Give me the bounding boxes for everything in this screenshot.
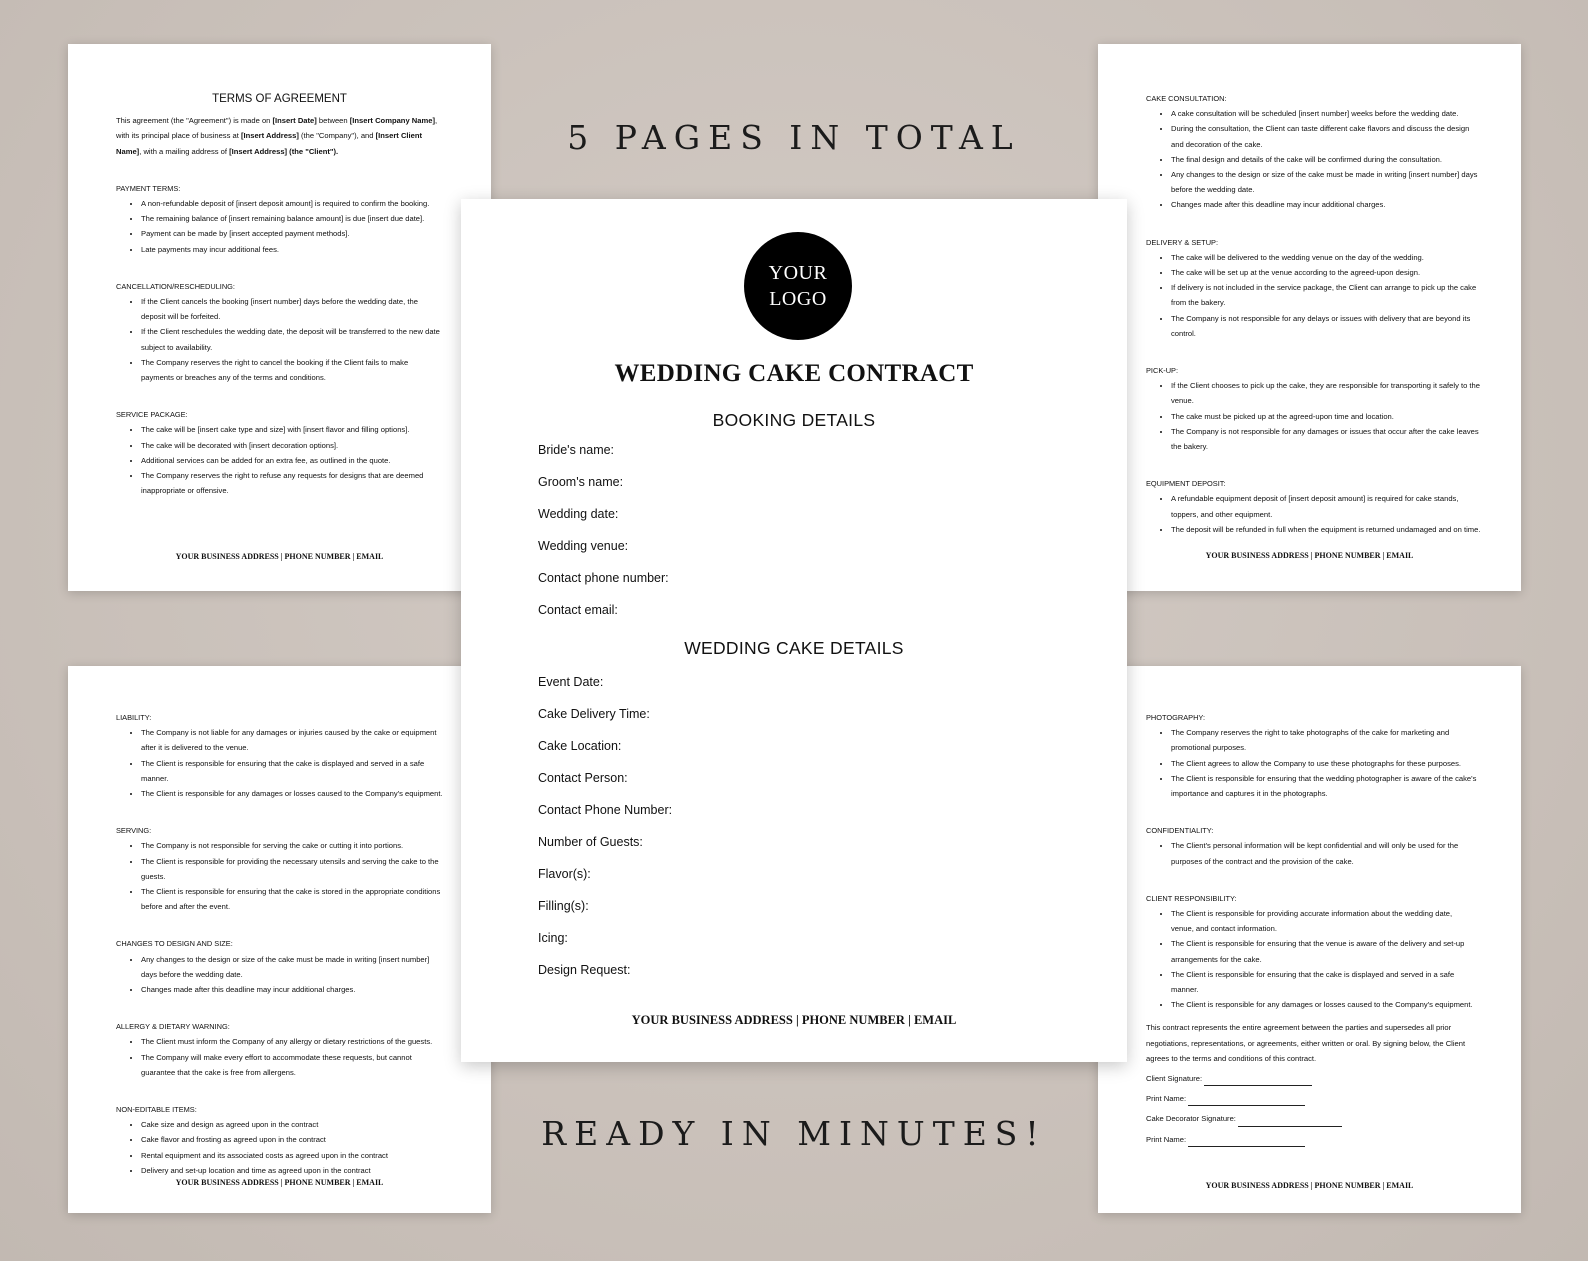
intro-text: This agreement (the "Agreement") is made on — [116, 116, 273, 126]
section-list-items — [116, 725, 447, 801]
form-field-label: Contact phone number: — [538, 571, 669, 585]
list-item: • Payment can be made by [insert accepted payment methods]. — [141, 226, 443, 241]
form-field-label: Flavor(s): — [538, 867, 591, 881]
section-heading: EQUIPMENT DEPOSIT: — [1146, 479, 1226, 489]
signature-row[interactable] — [1146, 1071, 1477, 1086]
section-list-items — [116, 1117, 447, 1178]
list-item: • A cake consultation will be scheduled [insert number] weeks before the wedding date. — [1171, 106, 1481, 121]
signature-blank[interactable] — [1188, 1137, 1305, 1147]
signature-blank[interactable] — [1204, 1076, 1312, 1086]
page-footer: YOUR BUSINESS ADDRESS | PHONE NUMBER | EMAIL — [175, 1178, 384, 1187]
cake-fields — [538, 666, 672, 986]
list-item: • A refundable equipment deposit of [insert deposit amount] is required for cake stands, toppers, and other equipment. — [1171, 491, 1481, 521]
section-heading: LIABILITY: — [116, 713, 152, 722]
list-item: • The cake will be set up at the venue according to the agreed-upon design. — [1171, 265, 1481, 280]
signature-row[interactable] — [1146, 1091, 1477, 1106]
page-footer: YOUR BUSINESS ADDRESS | PHONE NUMBER | EMAIL — [175, 552, 384, 561]
list-item: • The Company reserves the right to cancel the booking if the Client fails to make payments or breaches any of the terms and conditions. — [141, 355, 443, 385]
list-item: • The remaining balance of [insert remaining balance amount] is due [insert due date]. — [141, 211, 443, 226]
list-item: • The cake will be decorated with [insert decoration options]. — [141, 438, 443, 453]
page-consultation-delivery — [1098, 44, 1521, 591]
section-heading: PHOTOGRAPHY: — [1146, 713, 1206, 722]
list-item: • The Client's personal information will be kept confidential and will only be used for the purposes of the contract and the provision of the cake. — [1171, 838, 1477, 868]
list-item: • The Company reserves the right to take photographs of the cake for marketing and promotional purposes. — [1171, 725, 1477, 755]
list-item: • Cake flavor and frosting as agreed upon in the contract — [141, 1132, 447, 1147]
signature-label: Client Signature: — [1146, 1074, 1203, 1084]
list-item: • The Client is responsible for any damages or losses caused to the Company's equipment. — [1171, 997, 1477, 1012]
intro-text: (the "Company"), and — [298, 131, 376, 141]
section-heading: NON-EDITABLE ITEMS: — [116, 1105, 197, 1115]
section-list-items — [116, 422, 443, 498]
list-item: • The Client is responsible for any damages or losses caused to the Company's equipment. — [141, 786, 447, 801]
list-item: • The Client is responsible for ensuring that the venue is aware of the delivery and set-up arrangements for the cake. — [1171, 936, 1477, 966]
list-item: • Changes made after this deadline may incur additional charges. — [141, 982, 447, 997]
signature-blank[interactable] — [1238, 1117, 1342, 1127]
section-list-items — [1146, 725, 1477, 801]
signature-label: Print Name: — [1146, 1134, 1187, 1144]
page-content — [116, 710, 447, 1178]
list-item: • The cake will be [insert cake type and size] with [insert flavor and filling options]. — [141, 422, 443, 437]
page-footer: YOUR BUSINESS ADDRESS | PHONE NUMBER | EMAIL — [1205, 551, 1414, 560]
form-field-label: Filling(s): — [538, 899, 589, 913]
intro-text: between — [316, 116, 350, 126]
section-list-items — [116, 196, 443, 257]
section-list-items — [1146, 838, 1477, 868]
intro-placeholder: [Insert Company Name] — [349, 116, 435, 126]
list-item: • The cake must be picked up at the agreed-upon time and location. — [1171, 409, 1481, 424]
form-field-label: Contact email: — [538, 603, 618, 617]
form-field-label: Bride's name: — [538, 443, 615, 457]
list-item: • The Company is not responsible for serving the cake or cutting it into portions. — [141, 838, 447, 853]
section-heading: ALLERGY & DIETARY WARNING: — [116, 1022, 230, 1032]
form-field-label: Groom's name: — [538, 475, 624, 489]
booking-details-heading: BOOKING DETAILS — [712, 410, 876, 430]
list-item: • The Client is responsible for ensuring that the cake is displayed and served in a safe manner. — [1171, 967, 1477, 997]
contract-footer: YOUR BUSINESS ADDRESS | PHONE NUMBER | EMAIL — [631, 1013, 957, 1027]
form-field-label: Contact Person: — [538, 771, 628, 785]
section-heading: CLIENT RESPONSIBILITY: — [1146, 893, 1237, 903]
list-item: • The Company is not responsible for any delays or issues with delivery that are beyond its control. — [1171, 311, 1481, 341]
list-item: • The Company reserves the right to refuse any requests for designs that are deemed inappropriate or offensive. — [141, 468, 443, 498]
agreement-intro — [116, 113, 443, 159]
list-item: • The final design and details of the cake will be confirmed during the consultation. — [1171, 152, 1481, 167]
list-item: • Changes made after this deadline may incur additional charges. — [1171, 197, 1481, 212]
list-item: • The Company is not liable for any damages or injuries caused by the cake or equipment after it is delivered to the venue. — [141, 725, 447, 755]
section-list-items — [1146, 250, 1481, 341]
form-field-label: Cake Delivery Time: — [538, 707, 650, 721]
page-content — [116, 92, 443, 498]
signature-block — [1146, 1071, 1477, 1147]
section-heading: CONFIDENTIALITY: — [1146, 826, 1214, 836]
list-item: • The Company is not responsible for any damages or issues that occur after the cake leaves the bakery. — [1171, 424, 1481, 454]
logo-text: YOUR — [768, 262, 828, 284]
page-footer: YOUR BUSINESS ADDRESS | PHONE NUMBER | EMAIL — [1205, 1181, 1414, 1190]
signature-blank[interactable] — [1188, 1096, 1305, 1106]
list-item: • If the Client reschedules the wedding date, the deposit will be transferred to the new date subject to availability. — [141, 324, 443, 354]
list-item: • The Client agrees to allow the Company to use these photographs for these purposes. — [1171, 756, 1477, 771]
section-heading: DELIVERY & SETUP: — [1146, 237, 1219, 247]
logo-text: LOGO — [769, 288, 827, 310]
form-field-label: Cake Location: — [538, 739, 622, 753]
list-item: • If the Client chooses to pick up the cake, they are responsible for transporting it safely to the venue. — [1171, 378, 1481, 408]
section-heading: CANCELLATION/RESCHEDULING: — [116, 281, 235, 291]
form-field-label: Number of Guests: — [538, 835, 643, 849]
list-item: • During the consultation, the Client can taste different cake flavors and discuss the design and decoration of the cake. — [1171, 121, 1481, 151]
form-field-label: Wedding venue: — [538, 539, 629, 553]
form-field-label: Event Date: — [538, 675, 604, 689]
document-title: TERMS OF AGREEMENT — [212, 93, 347, 105]
list-item: • Any changes to the design or size of the cake must be made in writing [insert number] days before the wedding date. — [141, 952, 447, 982]
list-item: • The Client is responsible for ensuring that the cake is displayed and served in a safe manner. — [141, 756, 447, 786]
tagline-pages-total: 5 PAGES IN TOTAL — [567, 118, 1021, 157]
logo-placeholder — [744, 232, 852, 340]
list-item: • Delivery and set-up location and time as agreed upon in the contract — [141, 1163, 447, 1178]
section-list-items — [116, 952, 447, 998]
section-heading: CHANGES TO DESIGN AND SIZE: — [116, 939, 233, 949]
section-list-items — [116, 1034, 447, 1080]
list-item: • The Client is responsible for providing the necessary utensils and serving the cake to the guests. — [141, 854, 447, 884]
list-item: • Additional services can be added for an extra fee, as outlined in the quote. — [141, 453, 443, 468]
section-list-items — [1146, 106, 1481, 212]
page-terms-of-agreement — [68, 44, 491, 591]
list-item: • If the Client cancels the booking [insert number] days before the wedding date, the deposit will be forfeited. — [141, 294, 443, 324]
section-list — [1146, 710, 1477, 1012]
section-heading: SERVICE PACKAGE: — [116, 410, 188, 420]
list-item: • The Company will make every effort to accommodate these requests, but cannot guarantee that the cake is free from allergens. — [141, 1050, 447, 1080]
section-list-items — [116, 838, 447, 914]
list-item: • The Client is responsible for providing accurate information about the wedding date, venue, and contact information. — [1171, 906, 1477, 936]
section-list — [1146, 91, 1481, 537]
list-item: • A non-refundable deposit of [insert deposit amount] is required to confirm the booking. — [141, 196, 443, 211]
signature-label: Cake Decorator Signature: — [1146, 1114, 1236, 1124]
form-field-label: Wedding date: — [538, 507, 619, 521]
section-list-items — [1146, 906, 1477, 1012]
list-item: • The deposit will be refunded in full when the equipment is returned undamaged and on time. — [1171, 522, 1481, 537]
list-item: • The Client is responsible for ensuring that the wedding photographer is aware of the cake's importance and captures it in the photographs. — [1171, 771, 1477, 801]
intro-placeholder: [Insert Address] (the "Client"). — [229, 146, 339, 156]
form-field-label: Design Request: — [538, 963, 631, 977]
section-heading: SERVING: — [116, 826, 152, 836]
intro-placeholder: [Insert Address] — [240, 131, 299, 141]
section-list — [116, 710, 447, 1178]
list-item: • The Client must inform the Company of any allergy or dietary restrictions of the guests. — [141, 1034, 447, 1049]
closing-paragraph: This contract represents the entire agreement between the parties and supersedes all prior negotiations, representations, or agreements, either written or oral. By signing below, the Client agrees to the terms and conditions of this contract. — [1146, 1023, 1466, 1063]
intro-text: , with a mailing address of — [139, 146, 230, 156]
contract-title: WEDDING CAKE CONTRACT — [614, 360, 974, 387]
form-field-label: Icing: — [538, 931, 568, 945]
section-heading: CAKE CONSULTATION: — [1146, 94, 1227, 103]
section-list-items — [1146, 491, 1481, 537]
signature-label: Print Name: — [1146, 1094, 1187, 1104]
page-content — [1146, 91, 1481, 537]
section-list-items — [1146, 378, 1481, 454]
cake-details-heading: WEDDING CAKE DETAILS — [684, 638, 904, 658]
section-list — [116, 181, 443, 499]
list-item: • Late payments may incur additional fees. — [141, 242, 443, 257]
section-list-items — [116, 294, 443, 385]
intro-placeholder: [Insert Client Name] — [116, 131, 423, 156]
page-wedding-cake-contract — [461, 199, 1127, 1062]
intro-placeholder: [Insert Date] — [272, 116, 317, 126]
list-item: • The cake will be delivered to the wedding venue on the day of the wedding. — [1171, 250, 1481, 265]
signature-row[interactable] — [1146, 1111, 1477, 1126]
signature-row[interactable] — [1146, 1132, 1477, 1147]
list-item: • Cake size and design as agreed upon in the contract — [141, 1117, 447, 1132]
section-heading: PICK-UP: — [1146, 366, 1179, 376]
page-liability-serving — [68, 666, 491, 1213]
list-item: • Any changes to the design or size of the cake must be made in writing [insert number] days before the wedding date. — [1171, 167, 1481, 197]
tagline-ready: READY IN MINUTES! — [541, 1114, 1047, 1153]
intro-text: , with its principal place of business at — [116, 116, 438, 141]
list-item: • If delivery is not included in the service package, the Client can arrange to pick up the cake from the bakery. — [1171, 280, 1481, 310]
booking-fields — [538, 434, 669, 626]
list-item: • Rental equipment and its associated costs as agreed upon in the contract — [141, 1148, 447, 1163]
form-field-label: Contact Phone Number: — [538, 803, 673, 817]
page-content — [1146, 710, 1477, 1147]
list-item: • The Client is responsible for ensuring that the cake is stored in the appropriate conditions before and after the event. — [141, 884, 447, 914]
page-photography-signatures — [1098, 666, 1521, 1213]
section-heading: PAYMENT TERMS: — [116, 183, 181, 193]
